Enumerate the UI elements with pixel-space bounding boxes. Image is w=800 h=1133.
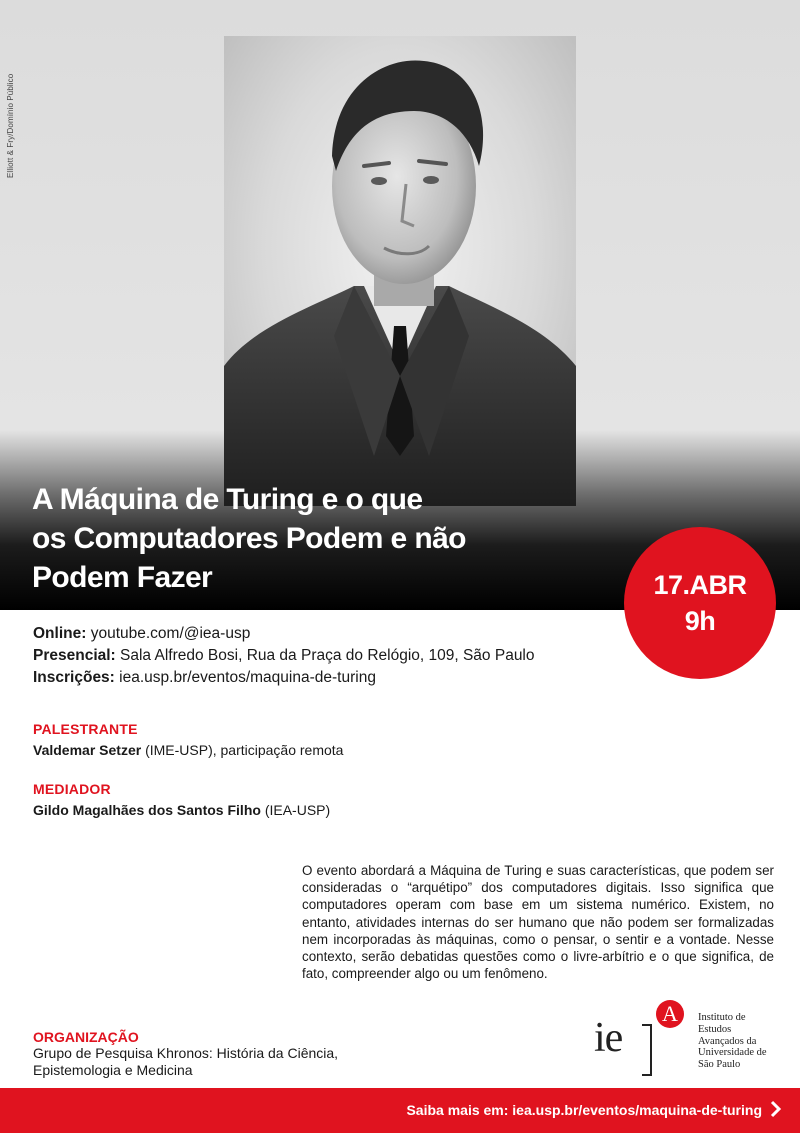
inscricoes-label: Inscrições: [33, 669, 115, 686]
mediator-entry [33, 802, 330, 818]
footer-more-info-link[interactable]: Saiba mais em: iea.usp.br/eventos/maquina-de-turing [406, 1102, 762, 1118]
organization-line: Grupo de Pesquisa Khronos: História da Ciência, [33, 1045, 339, 1061]
title-line: Podem Fazer [32, 561, 213, 594]
logo-mark: ie [594, 1015, 623, 1061]
speaker-name: Valdemar Setzer [33, 742, 142, 758]
online-label: Online: [33, 625, 87, 642]
title-line: os Computadores Podem e não [32, 522, 466, 555]
event-details [33, 623, 613, 689]
speaker-role: PALESTRANTE [33, 721, 138, 737]
logo-text-line: Avançados da [698, 1035, 757, 1047]
presencial-value: Sala Alfredo Bosi, Rua da Praça do Relógio, 109, São Paulo [120, 647, 535, 664]
portrait-illustration [224, 36, 576, 506]
title-line: A Máquina de Turing e o que [32, 483, 423, 516]
organization-label: ORGANIZAÇÃO [33, 1029, 139, 1045]
logo-text-line: São Paulo [698, 1059, 741, 1071]
event-time: 9h [684, 606, 716, 636]
online-link[interactable]: youtube.com/@iea-usp [90, 625, 251, 642]
logo-text-line: Estudos [698, 1023, 732, 1035]
inscricoes-link[interactable]: iea.usp.br/eventos/maquina-de-turing [119, 669, 376, 686]
logo-institution-name [698, 1012, 794, 1071]
event-title [32, 480, 592, 597]
mediator-role: MEDIADOR [33, 781, 111, 797]
event-description: O evento abordará a Máquina de Turing e suas características, que podem ser consideradas o “arquétipo” dos computadores digitais. Isso significa que computadores operam com base em um sistema numérico. Existem, no entanto, atividades internas do ser humano que não podem ser formalizadas nem incorporadas às máquinas, como o pensar, o sentir e a vontade. Nesse contexto, serão debatidas questões como o livre-arbítrio e o que significa, de fato, compreender algo ou um fenômeno. [302, 863, 774, 982]
speaker-entry [33, 742, 343, 758]
detail-online [33, 623, 613, 645]
detail-inscricoes [33, 667, 613, 689]
logo-text-line: Universidade de [698, 1047, 767, 1059]
logo-bracket [642, 1024, 652, 1076]
organization-text [33, 1045, 393, 1079]
mediator-name: Gildo Magalhães dos Santos Filho [33, 802, 261, 818]
mediator-affiliation: (IEA-USP) [264, 802, 331, 818]
iea-logo [592, 1000, 792, 1076]
logo-text-line: Instituto de [698, 1012, 746, 1023]
date-badge [624, 527, 776, 679]
footer-bar [0, 1088, 800, 1133]
organization-line: Epistemologia e Medicina [33, 1062, 193, 1078]
chevron-right-icon[interactable] [770, 1100, 782, 1121]
portrait-photo [224, 36, 576, 506]
logo-badge-letter: A [656, 1000, 684, 1028]
event-date: 17.ABR [653, 570, 747, 600]
photo-credit: Elliott & Fry/Domínio Público [6, 73, 15, 178]
presencial-label: Presencial: [33, 647, 116, 664]
speaker-affiliation: (IME-USP), participação remota [145, 742, 344, 758]
detail-presencial [33, 645, 613, 667]
